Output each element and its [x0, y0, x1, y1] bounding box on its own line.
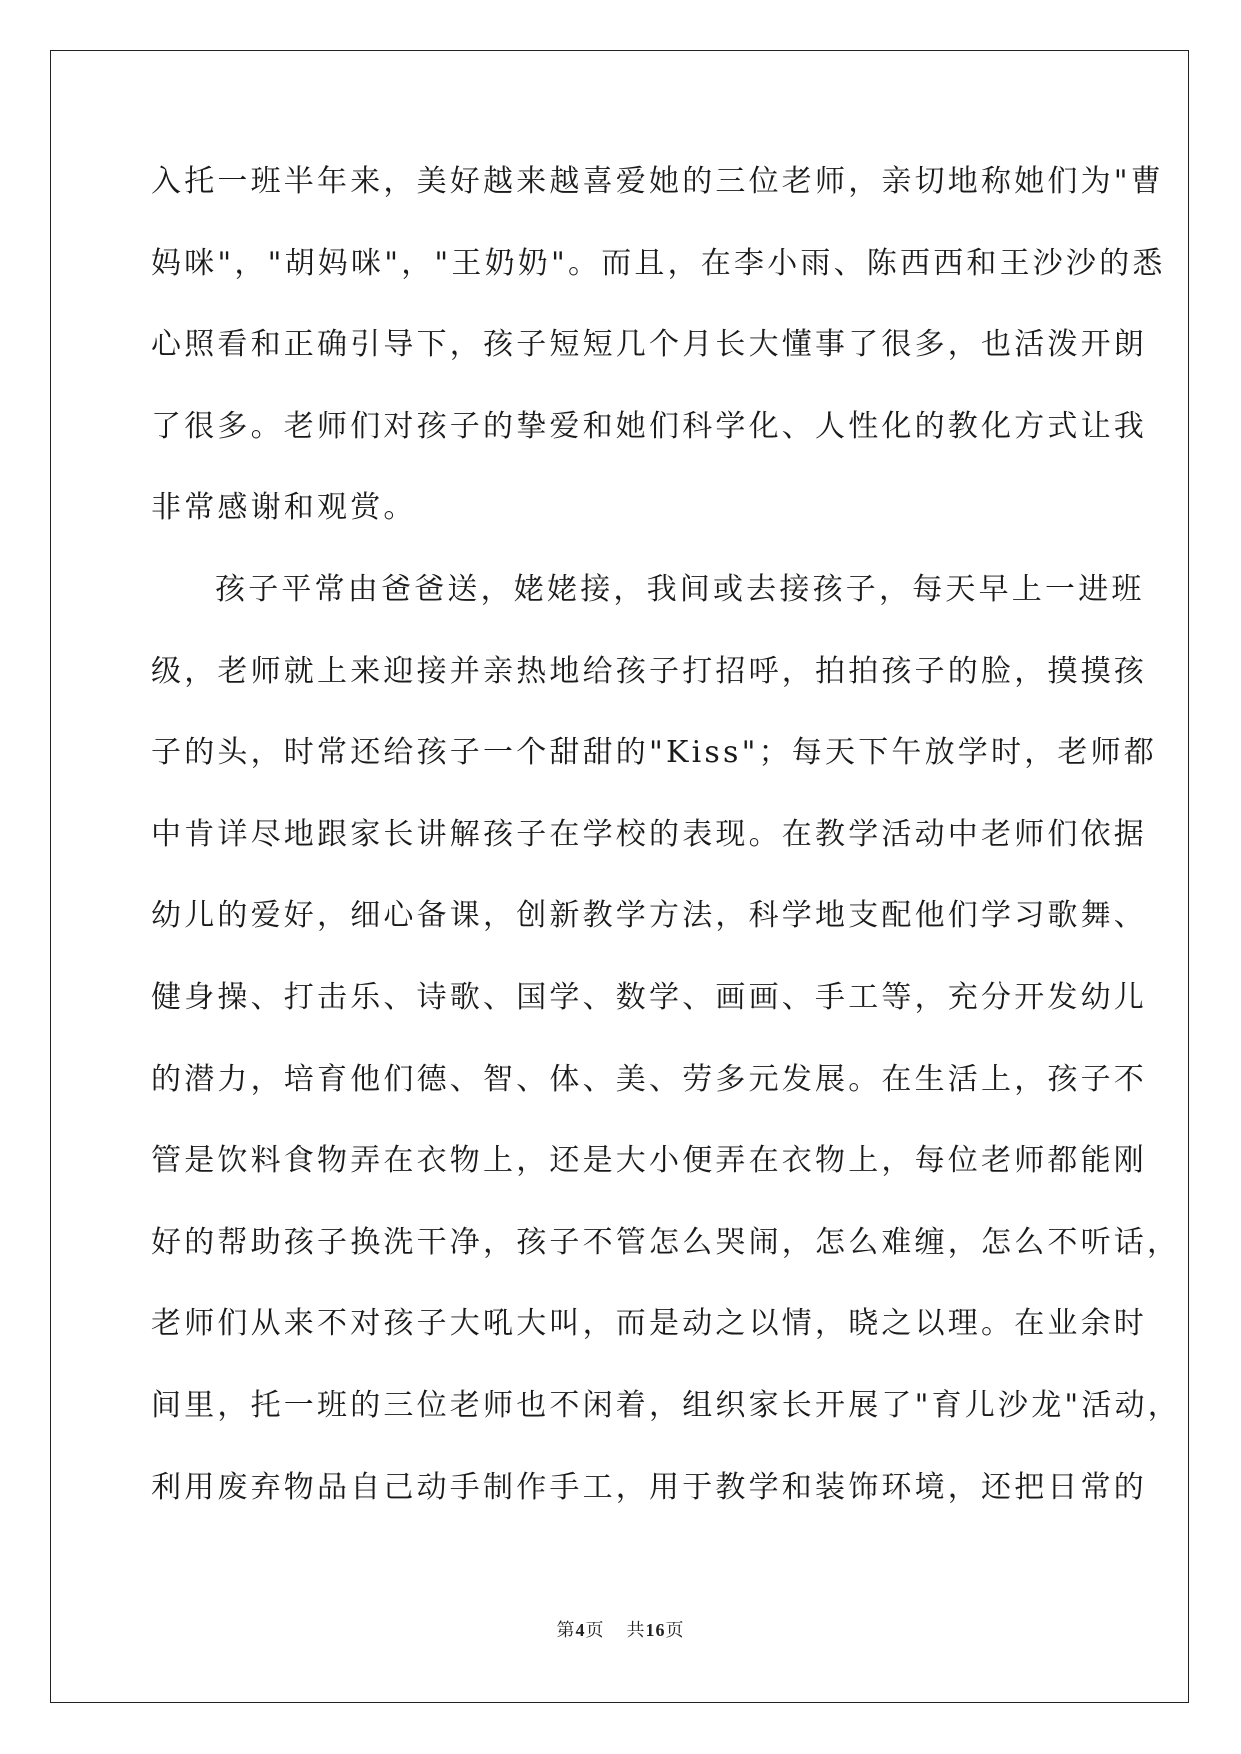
- text-line: 间里，托一班的三位老师也不闲着，组织家长开展了"育儿沙龙"活动，: [151, 1387, 1181, 1423]
- text-line: 老师们从来不对孩子大吼大叫，而是动之以情，晓之以理。在业余时: [151, 1306, 1147, 1342]
- page-label-suffix: 页: [585, 1620, 605, 1641]
- text-line: 子的头，时常还给孩子一个甜甜的"Kiss"；每天下午放学时，老师都: [151, 735, 1157, 771]
- total-label-prefix: 共: [626, 1620, 646, 1641]
- text-line: 妈咪"，"胡妈咪"，"王奶奶"。而且，在李小雨、陈西西和王沙沙的悉: [151, 245, 1166, 281]
- text-line: 心照看和正确引导下，孩子短短几个月长大懂事了很多，也活泼开朗: [151, 327, 1147, 363]
- page-footer: [0, 1616, 1241, 1642]
- total-page-number: 16: [645, 1620, 666, 1640]
- text-line: 健身操、打击乐、诗歌、国学、数学、画画、手工等，充分开发幼儿: [151, 979, 1147, 1015]
- current-page-number: 4: [575, 1620, 586, 1640]
- text-line: 孩子平常由爸爸送，姥姥接，我间或去接孩子，每天早上一进班: [215, 571, 1145, 607]
- text-line: 级，老师就上来迎接并亲热地给孩子打招呼，拍拍孩子的脸，摸摸孩: [151, 653, 1147, 689]
- paragraph: [151, 162, 1166, 570]
- text-line: 幼儿的爱好，细心备课，创新教学方法，科学地支配他们学习歌舞、: [151, 898, 1147, 934]
- text-line: 的潜力，培育他们德、智、体、美、劳多元发展。在生活上，孩子不: [151, 1061, 1147, 1097]
- paragraph: [151, 570, 1181, 1549]
- text-line: 入托一班半年来，美好越来越喜爱她的三位老师，亲切地称她们为"曹: [151, 164, 1164, 199]
- text-line: 中肯详尽地跟家长讲解孩子在学校的表现。在教学活动中老师们依据: [151, 816, 1147, 852]
- text-line: 非常感谢和观赏。: [151, 490, 417, 526]
- text-line: 了很多。老师们对孩子的挚爱和她们科学化、人性化的教化方式让我: [151, 408, 1147, 444]
- text-line: 利用废弃物品自己动手制作手工，用于教学和装饰环境，还把日常的: [151, 1469, 1147, 1505]
- page-label-prefix: 第: [556, 1620, 576, 1641]
- total-label-suffix: 页: [665, 1620, 685, 1641]
- document-body: [151, 162, 1181, 1549]
- text-line: 管是饮料食物弄在衣物上，还是大小便弄在衣物上，每位老师都能刚: [151, 1143, 1147, 1179]
- text-line: 好的帮助孩子换洗干净，孩子不管怎么哭闹，怎么难缠，怎么不听话，: [151, 1224, 1181, 1260]
